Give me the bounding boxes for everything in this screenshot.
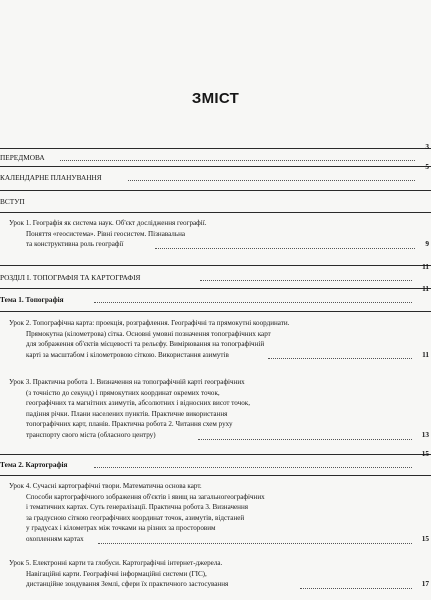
lesson-line: топографічних карт, планів. Практична робота 2. Читання схем руху bbox=[26, 420, 233, 429]
toc-page-number: 3 bbox=[425, 142, 429, 151]
lesson-line: транспорту свого міста (обласного центру) bbox=[26, 430, 156, 439]
lesson-line: за градусною сіткою географічних координат точок, азимутів, відстаней bbox=[26, 513, 245, 522]
lesson-line: та конструктивна роль географії bbox=[26, 240, 124, 249]
dot-leader bbox=[94, 302, 412, 303]
lesson-line: для зображення об'єктів місцевості та рельєфу. Вимірювання на топографічній bbox=[26, 340, 265, 349]
dot-leader bbox=[300, 588, 412, 589]
toc-page-number: 11 bbox=[422, 349, 429, 359]
lesson-line: дистанційне зондування Землі, сфери їх практичного застосування bbox=[26, 580, 229, 589]
lesson-line: (з точністю до секунд) і прямокутних координат окремих точок, bbox=[26, 388, 220, 397]
lesson-line: Способи картографічного зображення об'єктів і явищ на загальногеографічних bbox=[26, 492, 265, 501]
toc-entry-label: ПЕРЕДМОВА bbox=[0, 153, 45, 162]
divider bbox=[0, 265, 431, 266]
lesson-line: географічних та магнітних азимутів, абсолютних і відносних висот точок, bbox=[26, 399, 251, 408]
toc-entry-label: ВСТУП bbox=[0, 197, 25, 206]
lesson-line: Поняття «геосистема». Рівні геосистем. Пізнавальна bbox=[26, 229, 186, 238]
lesson-line: Урок 4. Сучасні картографічні твори. Математична основа карт. bbox=[9, 482, 202, 490]
divider bbox=[0, 475, 431, 476]
lesson-line: Урок 3. Практична робота 1. Визначення на топографічній карті географічних bbox=[9, 378, 245, 386]
divider bbox=[0, 166, 431, 167]
toc-entry-label: КАЛЕНДАРНЕ ПЛАНУВАННЯ bbox=[0, 173, 102, 182]
dot-leader bbox=[128, 180, 415, 181]
lesson-line: Прямокутна (кілометрова) сітка. Основні умовні позначення топографічних карт bbox=[26, 329, 271, 338]
toc-page-number: 15 bbox=[421, 449, 429, 458]
divider bbox=[0, 190, 431, 191]
divider bbox=[0, 288, 431, 289]
dot-leader bbox=[200, 280, 412, 281]
toc-entry-label: РОЗДІЛ І. ТОПОГРАФІЯ ТА КАРТОГРАФІЯ bbox=[0, 273, 141, 282]
divider bbox=[0, 454, 431, 455]
toc-page-number: 9 bbox=[425, 239, 429, 249]
toc-page-number: 13 bbox=[421, 429, 429, 439]
lesson-line: карті за масштабом і кілометровою сіткою. Використання азимутів bbox=[26, 350, 229, 359]
toc-entry-label: Тема 2. Картографія bbox=[0, 460, 68, 469]
dot-leader bbox=[155, 248, 415, 249]
dot-leader bbox=[60, 160, 415, 161]
dot-leader bbox=[98, 543, 412, 544]
toc-lesson-2[interactable] bbox=[9, 318, 429, 360]
toc-page-number: 17 bbox=[421, 579, 429, 589]
lesson-line: падіння річки. Плани населених пунктів. Практичне використання bbox=[26, 409, 228, 418]
page-title: ЗМІСТ bbox=[191, 90, 240, 107]
toc-lesson-4[interactable] bbox=[9, 481, 429, 545]
toc-page-number: 11 bbox=[422, 262, 429, 271]
dot-leader bbox=[94, 467, 412, 468]
divider bbox=[0, 311, 431, 312]
lesson-line: у градусах і кілометрах між точками на різних за просторовим bbox=[26, 524, 216, 533]
lesson-line: Навігаційні карти. Географічні інформаційні системи (ГІС), bbox=[26, 569, 207, 578]
lesson-line: Урок 5. Електронні карти та глобуси. Картографічні інтернет-джерела. bbox=[9, 559, 223, 567]
dot-leader bbox=[198, 439, 412, 440]
toc-entry-label: Тема 1. Топографія bbox=[0, 295, 64, 304]
toc-page-number: 5 bbox=[425, 162, 429, 171]
toc-lesson-3[interactable] bbox=[9, 377, 429, 441]
toc-lesson-5[interactable] bbox=[9, 558, 429, 590]
divider bbox=[0, 212, 431, 213]
toc-lesson-1[interactable] bbox=[9, 218, 429, 250]
lesson-line: Урок 2. Топографічна карта: проекція, розграфлення. Географічні та прямокутні координати. bbox=[9, 319, 290, 327]
lesson-line: охопленням картах bbox=[26, 534, 84, 543]
lesson-line: і тематичних картах. Суть генералізації. Практична робота 3. Визначення bbox=[26, 503, 249, 512]
toc-page-number: 15 bbox=[421, 533, 429, 543]
toc-page-number: 11 bbox=[422, 284, 429, 293]
dot-leader bbox=[268, 358, 412, 359]
lesson-line: Урок 1. Географія як система наук. Об'єкт дослідження географії. bbox=[9, 219, 207, 227]
divider bbox=[0, 148, 431, 149]
